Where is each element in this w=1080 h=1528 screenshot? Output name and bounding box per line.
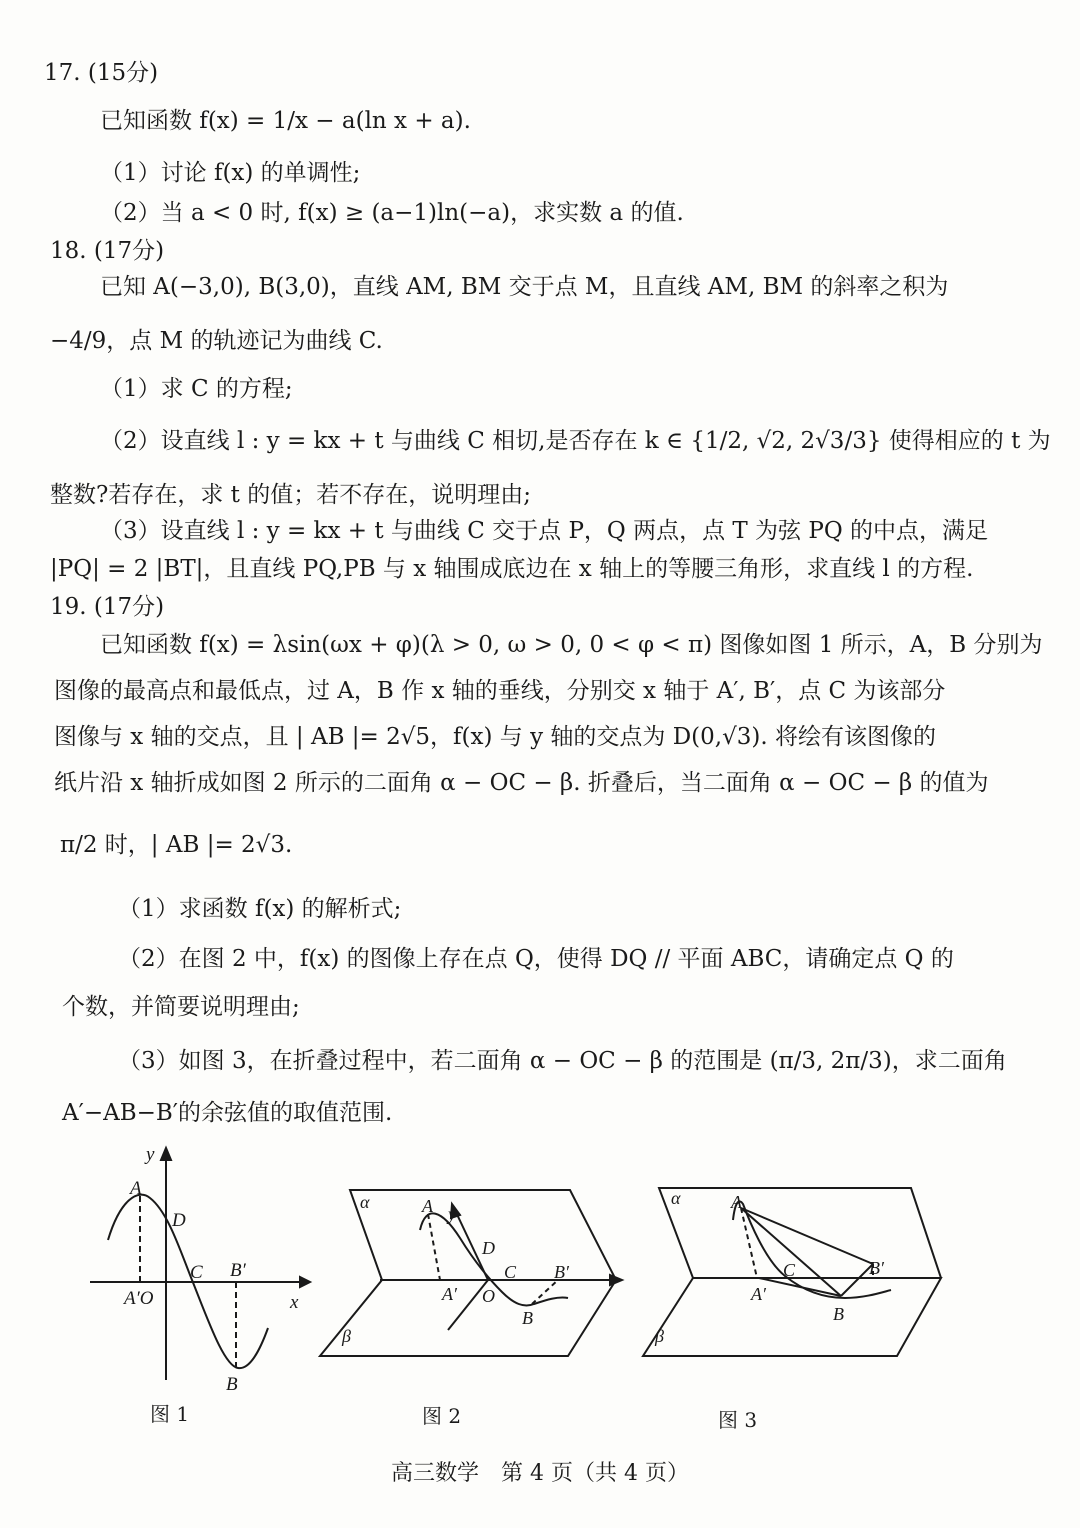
fig2-label-beta: β <box>342 1326 351 1346</box>
figure-3-caption: 图 3 <box>718 1408 758 1432</box>
fig2-label-O: O <box>482 1286 495 1306</box>
fig2-label-C: C <box>504 1262 517 1282</box>
fig3-label-alpha: α <box>671 1188 681 1208</box>
fig2-label-B: B <box>522 1308 533 1328</box>
fig3-label-B: B <box>833 1304 844 1324</box>
fig3-label-Bp: B′ <box>869 1258 884 1278</box>
fig1-x-arrow <box>300 1277 310 1287</box>
fig3-edge-A-Bp <box>741 1208 873 1264</box>
q18-header: 18. (17分) <box>50 238 165 264</box>
fig2-label-A: A <box>422 1196 433 1216</box>
q17-part2: （2）当 a < 0 时, f(x) ≥ (a−1)ln(−a)，求实数 a 的值. <box>100 200 684 226</box>
fig1-label-C: C <box>190 1262 203 1283</box>
figure-3 <box>635 1180 950 1370</box>
fig3-edge-A-B <box>741 1208 841 1296</box>
fig3-label-A: A <box>731 1192 742 1212</box>
page-footer: 高三数学 第 4 页（共 4 页） <box>391 1461 689 1486</box>
q19-part2-line1: （2）在图 2 中，f(x) 的图像上存在点 Q，使得 DQ // 平面 ABC，请确定点 Q 的 <box>118 946 954 972</box>
q19-stem-line4: 纸片沿 x 轴折成如图 2 所示的二面角 α − OC − β. 折叠后，当二面角 α − OC − β 的值为 <box>54 770 989 796</box>
fig2-dash-A <box>428 1214 440 1280</box>
fig2-label-alpha: α <box>360 1192 370 1212</box>
q19-stem-line1: 已知函数 f(x) = λsin(ωx + φ)(λ > 0, ω > 0, 0 < φ < π) 图像如图 1 所示，A，B 分别为 <box>100 632 1043 658</box>
q18-stem-line1: 已知 A(−3,0), B(3,0)，直线 AM, BM 交于点 M，且直线 AM, BM 的斜率之积为 <box>100 274 949 300</box>
fig3-edge-Ap-B <box>759 1278 841 1296</box>
fig2-label-Bp: B′ <box>554 1262 569 1282</box>
q17-stem: 已知函数 f(x) = 1/x − a(ln x + a). <box>100 108 471 134</box>
figure-1 <box>80 1140 320 1400</box>
q19-part2-line2: 个数，并简要说明理由; <box>62 994 300 1020</box>
q19-part3-line2: A′−AB−B′的余弦值的取值范围. <box>62 1100 393 1126</box>
fig1-label-Bp: B′ <box>230 1260 246 1281</box>
q19-stem-line2: 图像的最高点和最低点，过 A，B 作 x 轴的垂线，分别交 x 轴于 A′, B′，点 C 为该部分 <box>54 678 946 704</box>
q18-stem-line2: −4/9，点 M 的轨迹记为曲线 C. <box>50 328 383 354</box>
fig3-plane-beta <box>643 1278 941 1356</box>
fig1-y-arrow <box>161 1148 171 1160</box>
q19-header: 19. (17分) <box>50 594 165 620</box>
figure-2-caption: 图 2 <box>422 1404 462 1428</box>
fig3-label-beta: β <box>655 1326 664 1346</box>
fig1-label-B: B <box>226 1374 238 1395</box>
q17-part1: （1）讨论 f(x) 的单调性; <box>100 160 361 186</box>
fig1-label-y: y <box>146 1144 155 1165</box>
q18-part2-line1: （2）设直线 l : y = kx + t 与曲线 C 相切,是否存在 k ∈ {1/2, √2, 2√3/3} 使得相应的 t 为 <box>100 428 1051 454</box>
fig1-label-x: x <box>290 1292 299 1313</box>
q18-part3-line1: （3）设直线 l : y = kx + t 与曲线 C 交于点 P，Q 两点，点 T 为弦 PQ 的中点，满足 <box>100 518 989 544</box>
figure-2 <box>310 1180 640 1370</box>
fig2-plane-beta <box>320 1280 616 1356</box>
q18-part1: （1）求 C 的方程; <box>100 376 293 402</box>
fig3-label-Ap: A′ <box>751 1284 766 1304</box>
fig2-x-arrow <box>610 1275 622 1285</box>
q17-header: 17. (15分) <box>44 60 159 86</box>
fig2-label-Ap: A′ <box>442 1284 457 1304</box>
q19-stem-line3: 图像与 x 轴的交点，且 | AB |= 2√5，f(x) 与 y 轴的交点为 D(0,√3). 将绘有该图像的 <box>54 724 936 750</box>
q19-part1: （1）求函数 f(x) 的解析式; <box>118 896 402 922</box>
fig2-label-y: y <box>448 1204 456 1224</box>
fig1-label-A: A <box>130 1178 142 1199</box>
figure-1-caption: 图 1 <box>150 1402 190 1426</box>
fig2-plane-alpha <box>350 1190 616 1280</box>
q18-part3-line2: |PQ| = 2 |BT|，且直线 PQ,PB 与 x 轴围成底边在 x 轴上的等腰三角形，求直线 l 的方程. <box>50 556 974 582</box>
q18-part2-line2: 整数?若存在，求 t 的值；若不存在，说明理由; <box>50 482 531 508</box>
fig2-label-D: D <box>482 1238 495 1258</box>
fig1-label-ApO: A′O <box>124 1288 154 1309</box>
q19-part3-line1: （3）如图 3，在折叠过程中，若二面角 α − OC − β 的范围是 (π/3, 2π/3)，求二面角 <box>118 1048 1007 1074</box>
fig1-label-D: D <box>172 1210 186 1231</box>
q19-stem-line5: π/2 时，| AB |= 2√3. <box>60 832 293 858</box>
fig3-label-C: C <box>783 1260 796 1280</box>
